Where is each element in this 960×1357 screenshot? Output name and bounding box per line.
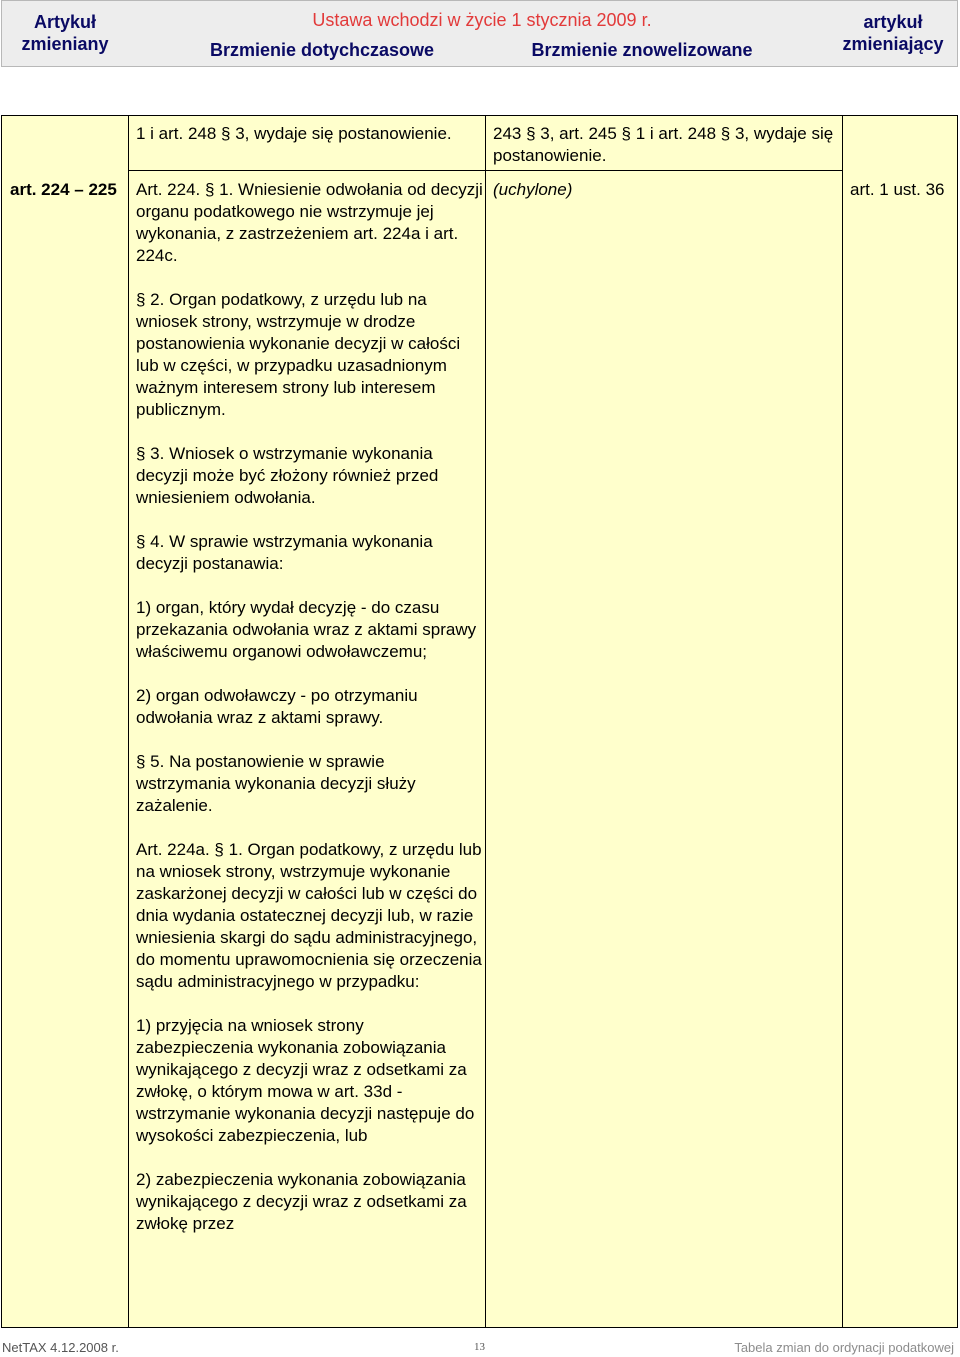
column-divider [485,116,486,1327]
header-center [162,9,802,74]
header-changing-article: artykuł zmieniający [842,12,944,54]
row1-new-text: 243 § 3, art. 245 § 1 i art. 248 § 3, wydaje się postanowienie. [493,124,834,165]
row-divider [128,170,842,171]
column-divider [128,116,129,1327]
row2-article: art. 224 – 225 [10,180,117,199]
paragraph: § 4. W sprawie wstrzymania wykonania decyzji postanawia: [136,532,433,573]
footer-source: NetTAX 4.12.2008 r. [2,1340,119,1355]
header-changed-article: Artykuł zmieniany [21,12,109,54]
paragraph: Art. 224a. § 1. Organ podatkowy, z urzędu lub na wniosek strony, wstrzymuje wykonanie zaskarżonej decyzji w całości lub w części do dnia wydania ostatecznej decyzji lub, w razie wniesienia skargi do sądu administracyjnego, do momentu uprawomocnienia się orzeczenia sądu administracyjnego w przypadku: [136,840,482,991]
header-new-wording: Brzmienie znowelizowane [531,40,753,60]
effective-date-notice: Ustawa wchodzi w życie 1 stycznia 2009 r. [312,10,652,30]
page-footer [0,1338,960,1357]
paragraph: 2) zabezpieczenia wykonania zobowiązania wynikającego z decyzji wraz z odsetkami za zwłokę przez [136,1170,467,1233]
row2-old-text [136,179,483,1235]
paragraph: 1) przyjęcia na wniosek strony zabezpieczenia wykonania zobowiązania wynikającego z decyzji wraz z odsetkami za zwłokę, o którym mowa w art. 33d - wstrzymanie wykonania decyzji następuje do wysokości zabezpieczenia, lub [136,1016,475,1145]
paragraph: 1) organ, który wydał decyzję - do czasu przekazania odwołania wraz z aktami sprawy właściwemu organowi odwoławczemu; [136,598,477,661]
paragraph: § 2. Organ podatkowy, z urzędu lub na wniosek strony, wstrzymuje w drodze postanowienia wykonanie decyzji w całości lub w części, w przypadku uzasadnionym ważnym interesem strony lub interesem publicznym. [136,290,461,419]
paragraph: Art. 224. § 1. Wniesienie odwołania od decyzji organu podatkowego nie wstrzymuje jej wykonania, z zastrzeżeniem art. 224a i art. 224c. [136,180,483,265]
row2-new-text: (uchylone) [493,180,573,199]
row1-old-text: 1 i art. 248 § 3, wydaje się postanowienie. [136,124,452,143]
row2-changing-article: art. 1 ust. 36 [850,180,945,199]
table-header [1,0,958,67]
paragraph: § 3. Wniosek o wstrzymanie wykonania decyzji może być złożony również przed wniesieniem odwołania. [136,444,439,507]
column-divider [842,116,843,1327]
header-old-wording: Brzmienie dotychczasowe [209,40,435,60]
paragraph: § 5. Na postanowienie w sprawie wstrzymania wykonania decyzji służy zażalenie. [136,752,416,815]
amendments-table [1,115,958,1328]
footer-title: Tabela zmian do ordynacji podatkowej [734,1340,954,1355]
paragraph: 2) organ odwoławczy - po otrzymaniu odwołania wraz z aktami sprawy. [136,686,418,727]
page-number: 13 [474,1341,485,1353]
